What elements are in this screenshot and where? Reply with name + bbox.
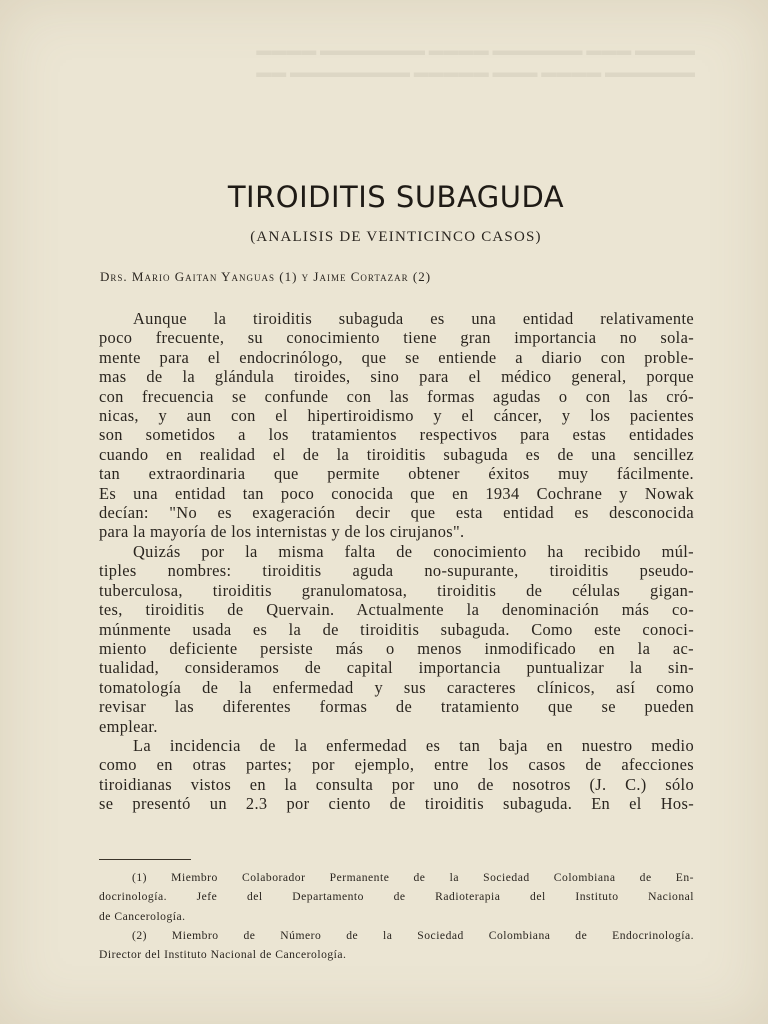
body-line: se presentó un 2.3 por ciento de tiroiditis subaguda. En el Hos- [99, 794, 694, 814]
body-line: tomatología de la enfermedad y sus caracteres clínicos, así como [99, 677, 694, 697]
footnote-separator [99, 859, 191, 860]
body-line: tiples nombres: tiroiditis aguda no-supurante, tiroiditis pseudo- [99, 561, 694, 581]
body-line: tan extraordinaria que permite obtener éxitos muy fácilmente. [99, 464, 694, 484]
show-through-bleed: ▬▬▬▬ ▬▬▬ ▬▬▬▬▬▬ ▬▬▬▬ ▬▬▬▬▬▬▬ ▬▬▬▬ ▬▬▬▬▬▬ ▬▬▬▬ ▬▬▬ ▬▬▬▬▬ ▬▬▬▬▬▬▬▬ ▬▬ [256, 43, 695, 81]
footnote-line: (2) Miembro de Número de la Sociedad Colombiana de Endocrinología. [132, 928, 694, 942]
body-line: como en otras partes; por ejemplo, entre los casos de afecciones [99, 755, 694, 775]
body-line: mente para el endocrinólogo, que se entiende a diario con proble- [99, 347, 694, 367]
body-line: son sometidos a los tratamientos respectivos para estas entidades [99, 425, 694, 445]
body-line: miento deficiente persiste más o menos inmodificado en la ac- [99, 638, 694, 658]
footnote-line: (1) Miembro Colaborador Permanente de la Sociedad Colombiana de En- [132, 871, 694, 884]
body-line: emplear. [99, 716, 158, 736]
body-line: para la mayoría de los internistas y de los cirujanos". [99, 522, 465, 542]
article-subtitle: (ANALISIS DE VEINTICINCO CASOS) [250, 229, 542, 245]
footnotes [99, 868, 694, 964]
body-line: decían: "No es exageración decir que esta entidad es desconocida [99, 503, 694, 523]
article-authors: Drs. Mario Gaitan Yanguas (1) y Jaime Cortazar (2) [100, 269, 432, 284]
body-line: La incidencia de la enfermedad es tan baja en nuestro medio [133, 735, 694, 755]
body-line: múnmente usada es la de tiroiditis subaguda. Como este conoci- [99, 619, 694, 639]
body-line: Quizás por la misma falta de conocimiento ha recibido múl- [133, 541, 694, 561]
footnote-line: docrinología. Jefe del Departamento de Radioterapia del Instituto Nacional [99, 890, 694, 904]
body-line: con frecuencia se confunde con las formas agudas o con las cró- [99, 386, 694, 406]
body-line: tualidad, consideramos de capital importancia puntualizar la sin- [99, 658, 694, 678]
body-line: tiroidianas vistos en la consulta por uno de nosotros (J. C.) sólo [99, 774, 694, 794]
body-line: nicas, y aun con el hipertiroidismo y el cáncer, y los pacientes [99, 406, 694, 426]
body-line: cuando en realidad el de la tiroiditis subaguda es de una sencillez [99, 444, 694, 464]
body-line: mas de la glándula tiroides, sino para el médico general, porque [99, 367, 694, 387]
body-line: tuberculosa, tiroiditis granulomatosa, tiroiditis de células gigan- [99, 580, 694, 600]
body-line: Aunque la tiroiditis subaguda es una entidad relativamente [133, 309, 694, 328]
article-title: TIROIDITIS SUBAGUDA [227, 180, 565, 214]
footnote-line: Director del Instituto Nacional de Cancerología. [99, 948, 347, 962]
body-line: poco frecuente, su conocimiento tiene gran importancia no sola- [99, 328, 694, 348]
body-line: Es una entidad tan poco conocida que en 1934 Cochrane y Nowak [99, 483, 694, 503]
body-line: revisar las diferentes formas de tratamiento que se pueden [99, 697, 694, 717]
body-line: tes, tiroiditis de Quervain. Actualmente la denominación más co- [99, 600, 694, 620]
footnote-line: de Cancerología. [99, 909, 186, 923]
article-body [99, 309, 694, 814]
